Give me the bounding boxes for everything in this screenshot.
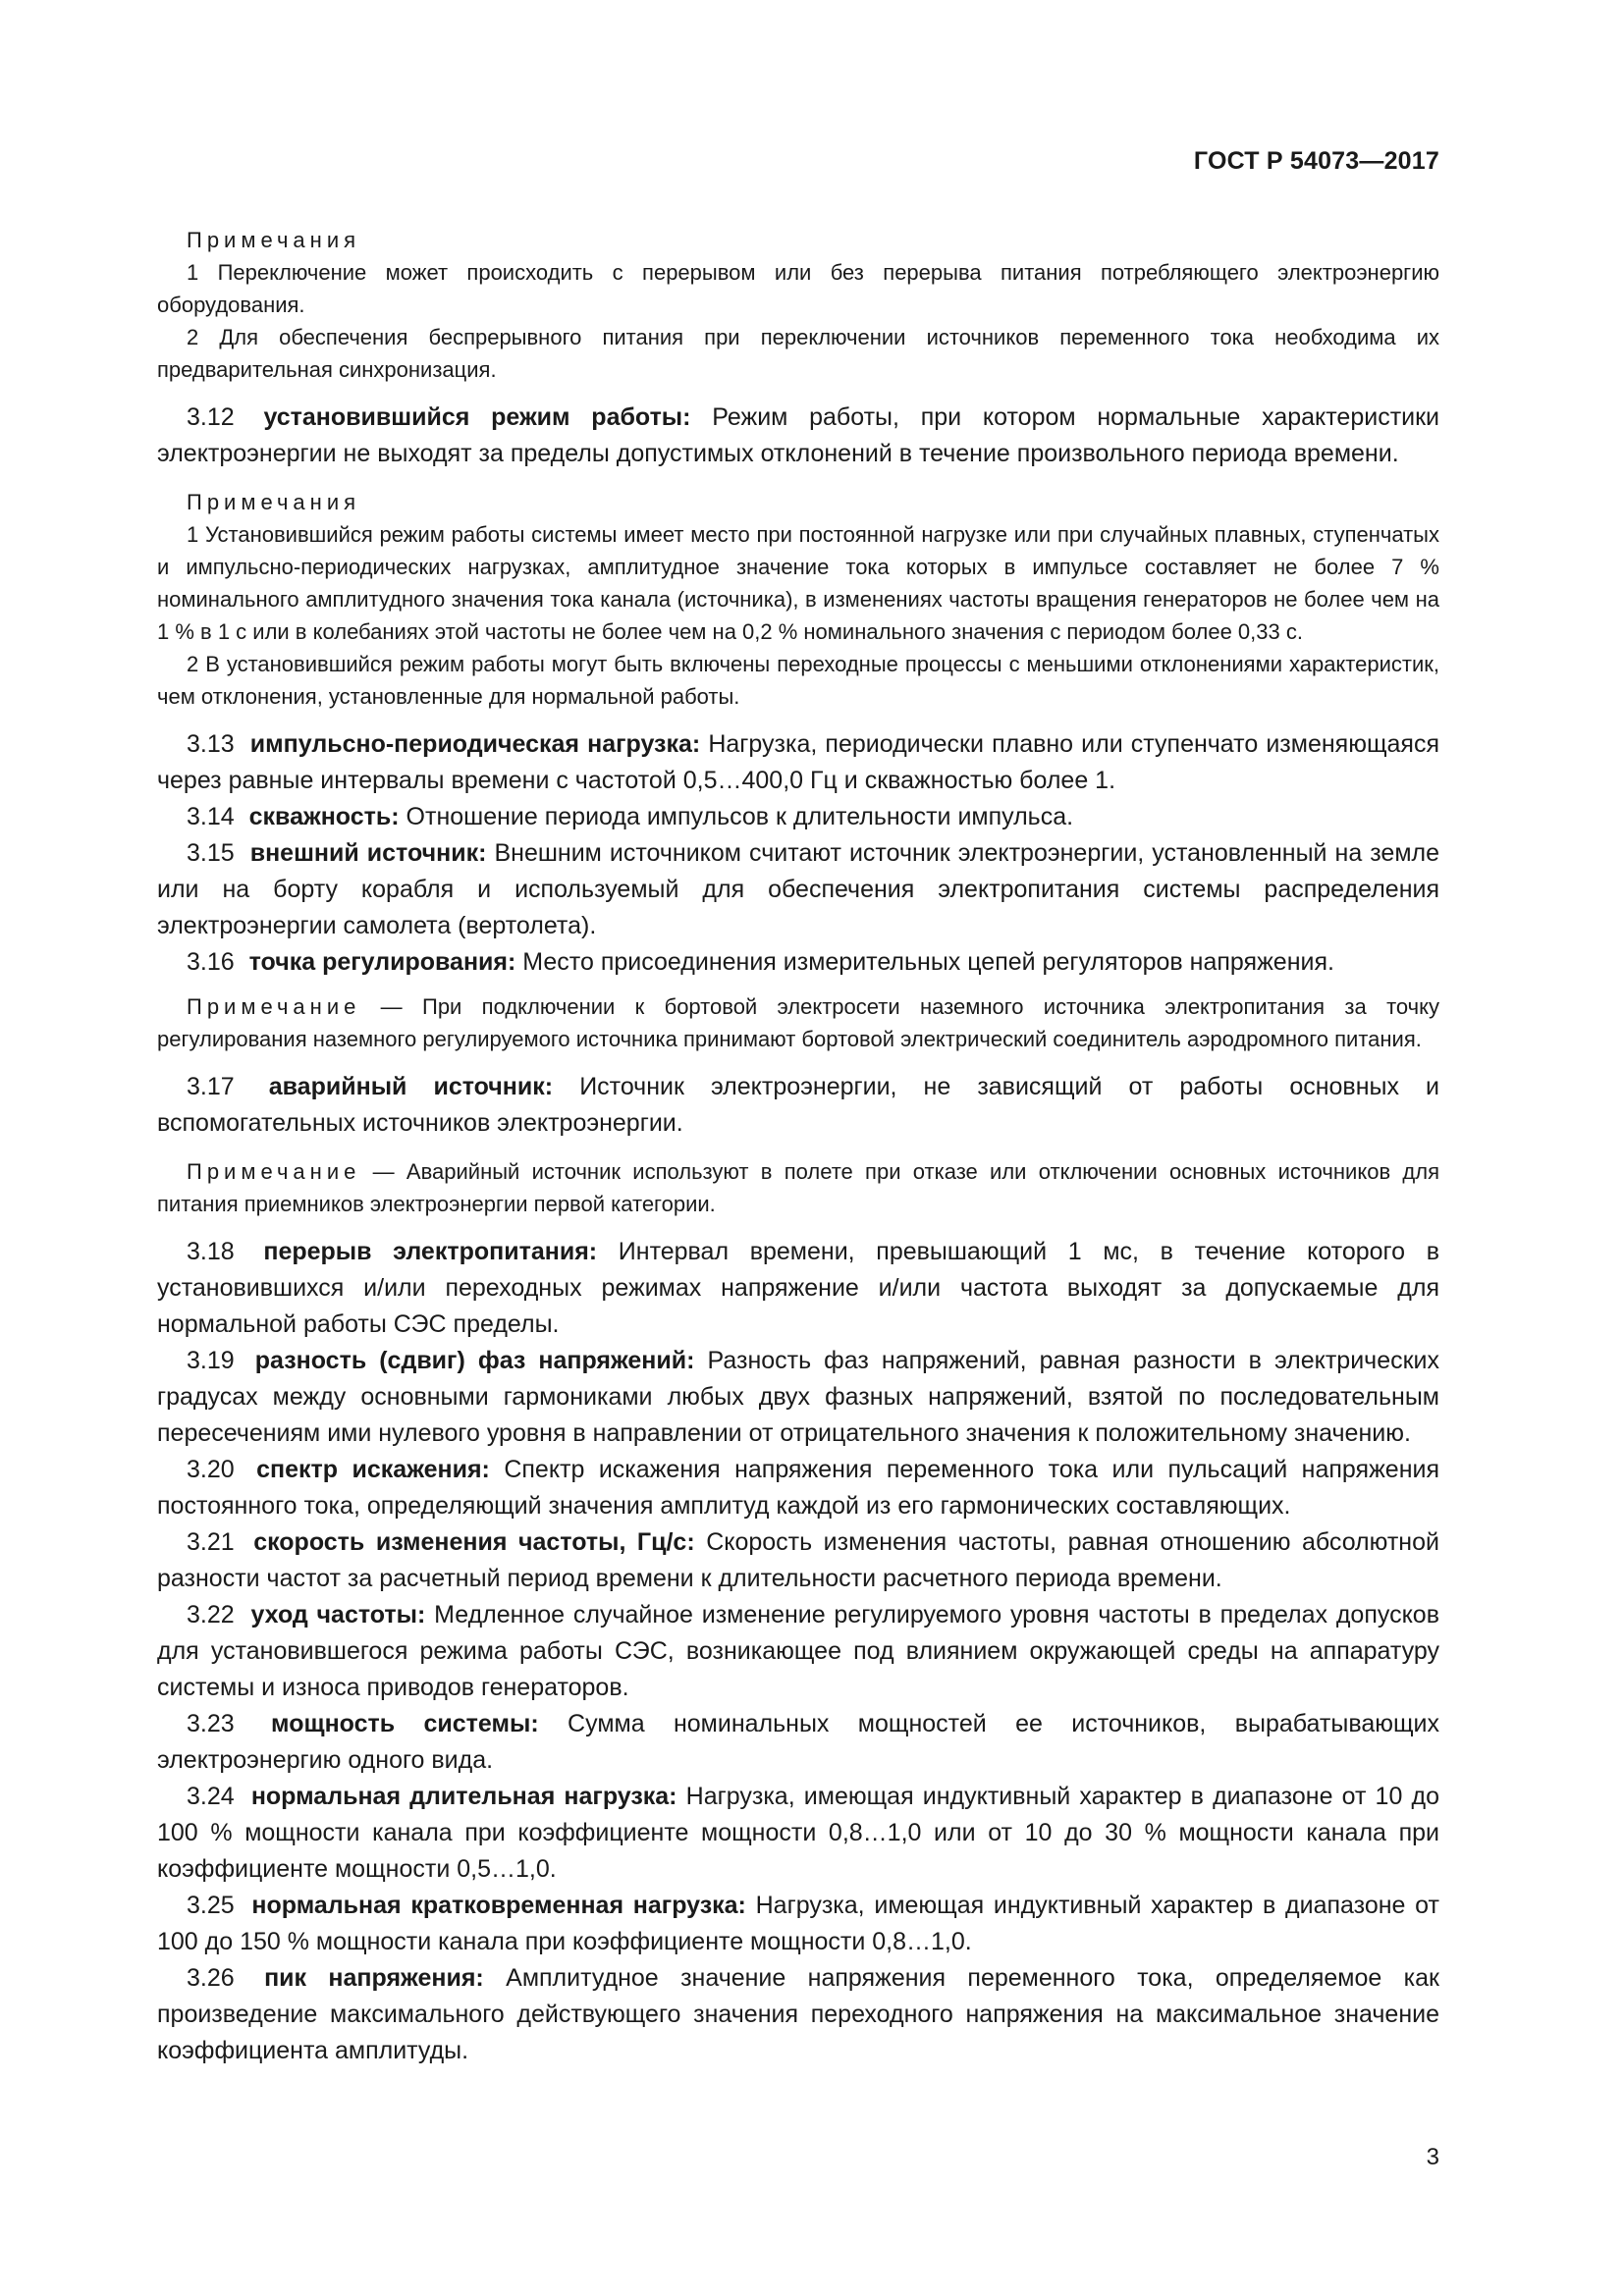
term-3-24 (157, 1779, 1439, 1888)
term-number: 3.26 (187, 1964, 235, 1992)
term-definition: Разность фаз напряжений, равная разности в электрических градусах между основными гармониками любых двух фазных напряжений, взятой по последовательным пересечениям ими нулевого уровня в направлении от отрицательного значения к положительному значению. (157, 1347, 1440, 1447)
term-3-19 (157, 1343, 1439, 1452)
term-definition: Амплитудное значение напряжения переменного тока, определяемое как произведение максимального действующего значения переходного напряжения на максимальное значение коэффициента амплитуды. (157, 1964, 1439, 2064)
term-3-25 (157, 1888, 1439, 1960)
term-3-14 (157, 799, 1439, 835)
term-3-13 (157, 726, 1439, 799)
term-title: мощность системы: (271, 1710, 539, 1737)
term-3-18 (157, 1234, 1439, 1343)
term-title: установившийся режим работы: (263, 403, 691, 431)
term-title: нормальная длительная нагрузка: (250, 1783, 677, 1810)
notes-heading: Примечания (187, 228, 361, 252)
note-label: Примечание (187, 1159, 361, 1184)
note-item: 2 Для обеспечения беспрерывного питания при переключении источников переменного тока необходима их предварительная синхронизация. (157, 325, 1439, 382)
term-number: 3.18 (187, 1238, 235, 1265)
term-number: 3.17 (187, 1073, 235, 1100)
term-number: 3.13 (187, 730, 235, 758)
term-title: скорость изменения частоты, Гц/с: (253, 1528, 695, 1556)
term-title: внешний источник: (249, 839, 487, 867)
term-3-17 (157, 1069, 1439, 1142)
notes-heading: Примечания (187, 490, 361, 514)
note-text: — Аварийный источник используют в полете при отказе или отключении основных источников для питания приемников электроэнергии первой категории. (157, 1159, 1439, 1216)
term-title: нормальная кратковременная нагрузка: (251, 1892, 746, 1919)
term-definition: Отношение периода импульсов к длительности импульса. (406, 803, 1074, 830)
term-title: точка регулирования: (248, 948, 516, 976)
term-definition: Нагрузка, имеющая индуктивный характер в диапазоне от 100 до 150 % мощности канала при коэффициенте мощности 0,8…1,0. (157, 1892, 1439, 1955)
standard-designation: ГОСТ Р 54073—2017 (1193, 147, 1439, 175)
term-number: 3.24 (187, 1783, 235, 1810)
document-body (157, 224, 1439, 2069)
term-definition: Спектр искажения напряжения переменного тока или пульсаций напряжения постоянного тока, определяющий значения амплитуд каждой из его гармонических составляющих. (157, 1456, 1440, 1520)
term-definition: Режим работы, при котором нормальные характеристики электроэнергии не выходят за пределы допустимых отклонений в течение произвольного периода времени. (157, 403, 1440, 467)
term-number: 3.22 (187, 1601, 235, 1629)
term-title: аварийный источник: (268, 1073, 554, 1100)
term-3-20 (157, 1452, 1439, 1524)
note-3-16 (157, 990, 1439, 1055)
term-3-16 (157, 944, 1439, 981)
term-definition: Источник электроэнергии, не зависящий от работы основных и вспомогательных источников электроэнергии. (157, 1073, 1440, 1137)
term-title: скважность: (248, 803, 400, 830)
term-number: 3.15 (187, 839, 235, 867)
term-definition: Нагрузка, периодически плавно или ступенчато изменяющаяся через равные интервалы времени с частотой 0,5…400,0 Гц и скважностью более 1. (157, 730, 1439, 794)
term-number: 3.20 (187, 1456, 235, 1483)
page-number: 3 (1426, 2144, 1439, 2170)
note-text: — При подключении к бортовой электросети наземного источника электропитания за точку регулирования наземного регулируемого источника принимают бортовой электрический соединитель аэродромного питания. (157, 994, 1439, 1051)
term-3-22 (157, 1597, 1439, 1706)
term-number: 3.25 (187, 1892, 235, 1919)
term-number: 3.21 (187, 1528, 235, 1556)
term-3-12 (157, 400, 1439, 472)
term-number: 3.12 (187, 403, 235, 431)
term-definition: Сумма номинальных мощностей ее источников, вырабатывающих электроэнергию одного вида. (157, 1710, 1440, 1774)
term-number: 3.16 (187, 948, 235, 976)
term-title: импульсно-периодическая нагрузка: (249, 730, 701, 758)
term-3-26 (157, 1960, 1439, 2069)
term-3-23 (157, 1706, 1439, 1779)
term-title: разность (сдвиг) фаз напряжений: (254, 1347, 695, 1374)
term-title: спектр искажения: (256, 1456, 490, 1483)
term-definition: Медленное случайное изменение регулируемого уровня частоты в пределах допусков для установившегося режима работы СЭС, возникающее под влиянием окружающей среды на аппаратуру системы и износа приводов генераторов. (157, 1601, 1439, 1701)
term-title: перерыв электропитания: (263, 1238, 598, 1265)
note-3-17 (157, 1155, 1439, 1220)
term-definition: Внешним источником считают источник электроэнергии, установленный на земле или на борту корабля и используемый для обеспечения электропитания системы распределения электроэнергии самолета (вертолета). (157, 839, 1440, 939)
note-item: 2 В установившийся режим работы могут быть включены переходные процессы с меньшими отклонениями характеристик, чем отклонения, установленные для нормальной работы. (157, 652, 1439, 709)
term-number: 3.19 (187, 1347, 235, 1374)
note-item: 1 Установившийся режим работы системы имеет место при постоянной нагрузке или при случайных плавных, ступенчатых и импульсно-периодических нагрузках, амплитудное значение тока которых в импульсе составляет не более 7 % номинального амплитудного значения тока канала (источника), в изменениях частоты вращения генераторов не более чем на 1 % в 1 с или в колебаниях этой частоты не более чем на 0,2 % номинального значения с периодом более 0,33 с. (157, 522, 1439, 644)
term-3-15 (157, 835, 1439, 944)
term-number: 3.14 (187, 803, 235, 830)
term-title: пик напряжения: (264, 1964, 484, 1992)
term-3-21 (157, 1524, 1439, 1597)
note-label: Примечание (187, 994, 361, 1019)
term-definition: Место присоединения измерительных цепей регуляторов напряжения. (522, 948, 1334, 976)
term-title: уход частоты: (250, 1601, 426, 1629)
term-number: 3.23 (187, 1710, 235, 1737)
term-definition: Интервал времени, превышающий 1 мс, в течение которого в установившихся и/или переходных режимах напряжение и/или частота выходят за допускаемые для нормальной работы СЭС пределы. (157, 1238, 1439, 1338)
note-item: 1 Переключение может происходить с перерывом или без перерыва питания потребляющего электроэнергию оборудования. (157, 260, 1439, 317)
term-definition: Скорость изменения частоты, равная отношению абсолютной разности частот за расчетный период времени к длительности расчетного периода времени. (157, 1528, 1439, 1592)
term-definition: Нагрузка, имеющая индуктивный характер в диапазоне от 10 до 100 % мощности канала при коэффициенте мощности 0,8…1,0 или от 10 до 30 % мощности канала при коэффициенте мощности 0,5…1,0. (157, 1783, 1439, 1883)
